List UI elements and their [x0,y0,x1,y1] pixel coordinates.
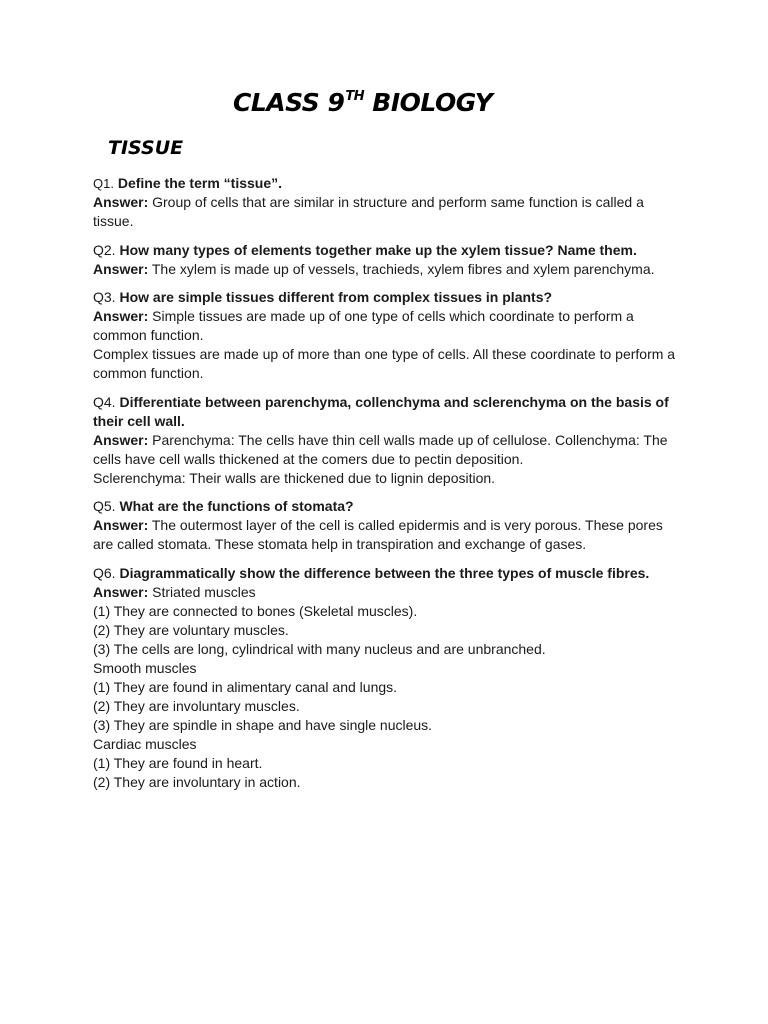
answer-label: Answer: [93,194,149,210]
qa-item-6 [93,564,683,792]
question [93,241,683,260]
answer-label: Answer: [93,431,149,448]
title-rest: BIOLOGY [364,88,493,117]
answer-line: Smooth muscles [93,659,197,676]
answer-line: (1) They are found in heart. [93,754,263,771]
answer-line: (1) They are connected to bones (Skeletal muscles). [93,602,418,619]
answer-label: Answer: [93,517,149,533]
title-superscript: TH [345,89,365,104]
question-text: Diagrammatically show the difference between the three types of muscle fibres. [119,564,650,581]
answer-line: (3) They are spindle in shape and have single nucleus. [93,716,433,733]
answer [93,431,683,469]
question-number: Q6. [93,564,116,581]
answer [93,516,683,554]
answer-line: Cardiac muscles [93,735,197,752]
question-text: How are simple tissues different from complex tissues in plants? [119,289,553,305]
answer [93,193,683,231]
qa-item-5 [93,497,683,554]
answer [93,583,683,602]
answer [93,307,683,345]
question-number: Q1. [93,176,114,191]
question-text: Differentiate between parenchyma, collenchyma and sclerenchyma on the basis of their cell wall. [93,393,669,429]
answer-label: Answer: [93,308,149,324]
answer-text: The xylem is made up of vessels, trachieds, xylem fibres and xylem parenchyma. [148,260,655,277]
question [93,174,683,193]
answer-label: Answer: [93,583,149,600]
qa-item-2 [93,241,683,279]
title-main: CLASS 9 [233,88,345,117]
answer-label: Answer: [93,260,149,277]
qa-item-4 [93,393,683,488]
question [93,393,683,431]
question [93,497,683,516]
answer [93,260,683,279]
question-number: Q4. [93,393,116,410]
answer-text: Group of cells that are similar in structure and perform same function is called a tissue. [93,194,644,229]
answer-line: (2) They are voluntary muscles. [93,621,289,638]
qa-item-1 [93,174,683,231]
answer-line: (3) The cells are long, cylindrical with many nucleus and are unbranched. [93,640,546,657]
answer-line: (2) They are involuntary in action. [93,773,301,790]
section-title: TISSUE [108,137,184,159]
question-text: Define the term “tissue”. [117,175,283,191]
question-text: What are the functions of stomata? [119,498,354,514]
question-text: How many types of elements together make up the xylem tissue? Name them. [119,241,637,258]
answer-line: (2) They are involuntary muscles. [93,697,300,714]
answer-text: Parenchyma: The cells have thin cell walls made up of cellulose. Collenchyma: The cells have cell walls thickened at the comers due to pectin deposition. [93,431,668,467]
document-title [233,88,492,117]
qa-item-3 [93,288,683,383]
question [93,564,683,583]
answer-text: Striated muscles [148,583,256,600]
question-number: Q2. [93,241,116,258]
answer-line: (1) They are found in alimentary canal and lungs. [93,678,398,695]
answer-text: Simple tissues are made up of one type of cells which coordinate to perform a common function. [93,308,634,343]
question-number: Q5. [93,498,116,514]
answer-line: Complex tissues are made up of more than one type of cells. All these coordinate to perform a common function. [93,346,676,381]
question-number: Q3. [93,289,116,305]
question [93,288,683,307]
answer-text: The outermost layer of the cell is called epidermis and is very porous. These pores are called stomata. These stomata help in transpiration and exchange of gases. [93,517,663,552]
answer-line: Sclerenchyma: Their walls are thickened due to lignin deposition. [93,469,496,486]
qa-list [93,174,683,801]
